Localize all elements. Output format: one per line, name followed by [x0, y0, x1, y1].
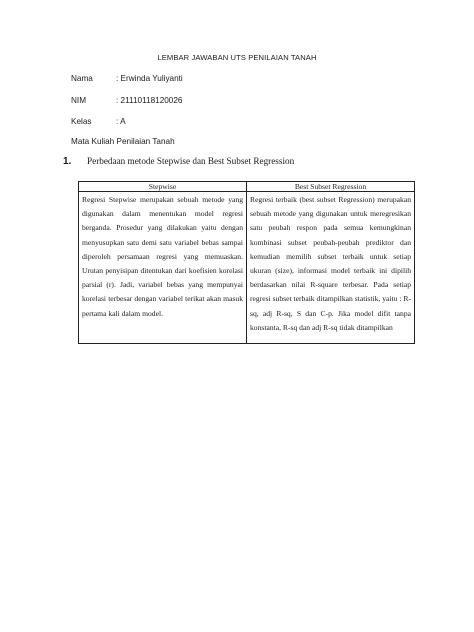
table-header-row	[79, 182, 415, 192]
header-best-subset: Best Subset Regression	[247, 182, 415, 192]
question-heading	[63, 156, 294, 167]
question-text: Perbedaan metode Stepwise dan Best Subset Regression	[87, 156, 295, 166]
comparison-table	[78, 181, 415, 344]
table-row	[79, 192, 415, 344]
nim-row	[71, 96, 182, 105]
nim-label: NIM	[71, 96, 87, 105]
name-label: Nama	[71, 74, 93, 83]
document-title: LEMBAR JAWABAN UTS PENILAIAN TANAH	[157, 53, 317, 62]
class-row	[71, 117, 126, 126]
cell-stepwise: Regresi Stepwise merupakan sebuah metode yang digunakan dalam menentukan model regresi berganda. Prosedur yang dilakukan yaitu dengan menyusupkan satu demi satu variabel bebas sampai diperoleh persamaan regresi yang memuaskan. Urutan penyisipan ditentukan dari koefisien korelasi parsial (r). Jadi, variabel bebas yang mempunyai korelasi terbesar dengan variabel terikat akan masuk pertama kali dalam model.	[79, 192, 247, 344]
header-stepwise: Stepwise	[79, 182, 247, 192]
question-number: 1.	[63, 156, 72, 167]
nim-value: : 21110118120026	[116, 96, 183, 105]
cell-best-subset: Regresi terbaik (best subset Regression) merupakan sebuah metode yang digunakan untuk meregresikan satu peubah respon pada semua kemungkinan kombinasi subset peubah-peubah prediktor dan kemudian memilih subset terbaik untuk setiap ukuran (size), informasi model terbaik ini dipilih berdasarkan nilai R-square terbesar. Pada setiap regresi subset terbaik ditampilkan statistik, yaitu : R-sq, adj R-sq, S dan C-p. Jika model difit tanpa konstanta, R-sq dan adj R-sq tidak ditampilkan	[247, 192, 415, 344]
class-label: Kelas	[71, 117, 92, 126]
name-value: : Erwinda Yuliyanti	[116, 74, 183, 83]
class-value: : A	[116, 117, 126, 126]
subject-line: Mata Kuliah Penilaian Tanah	[71, 137, 175, 146]
name-row	[71, 74, 183, 83]
